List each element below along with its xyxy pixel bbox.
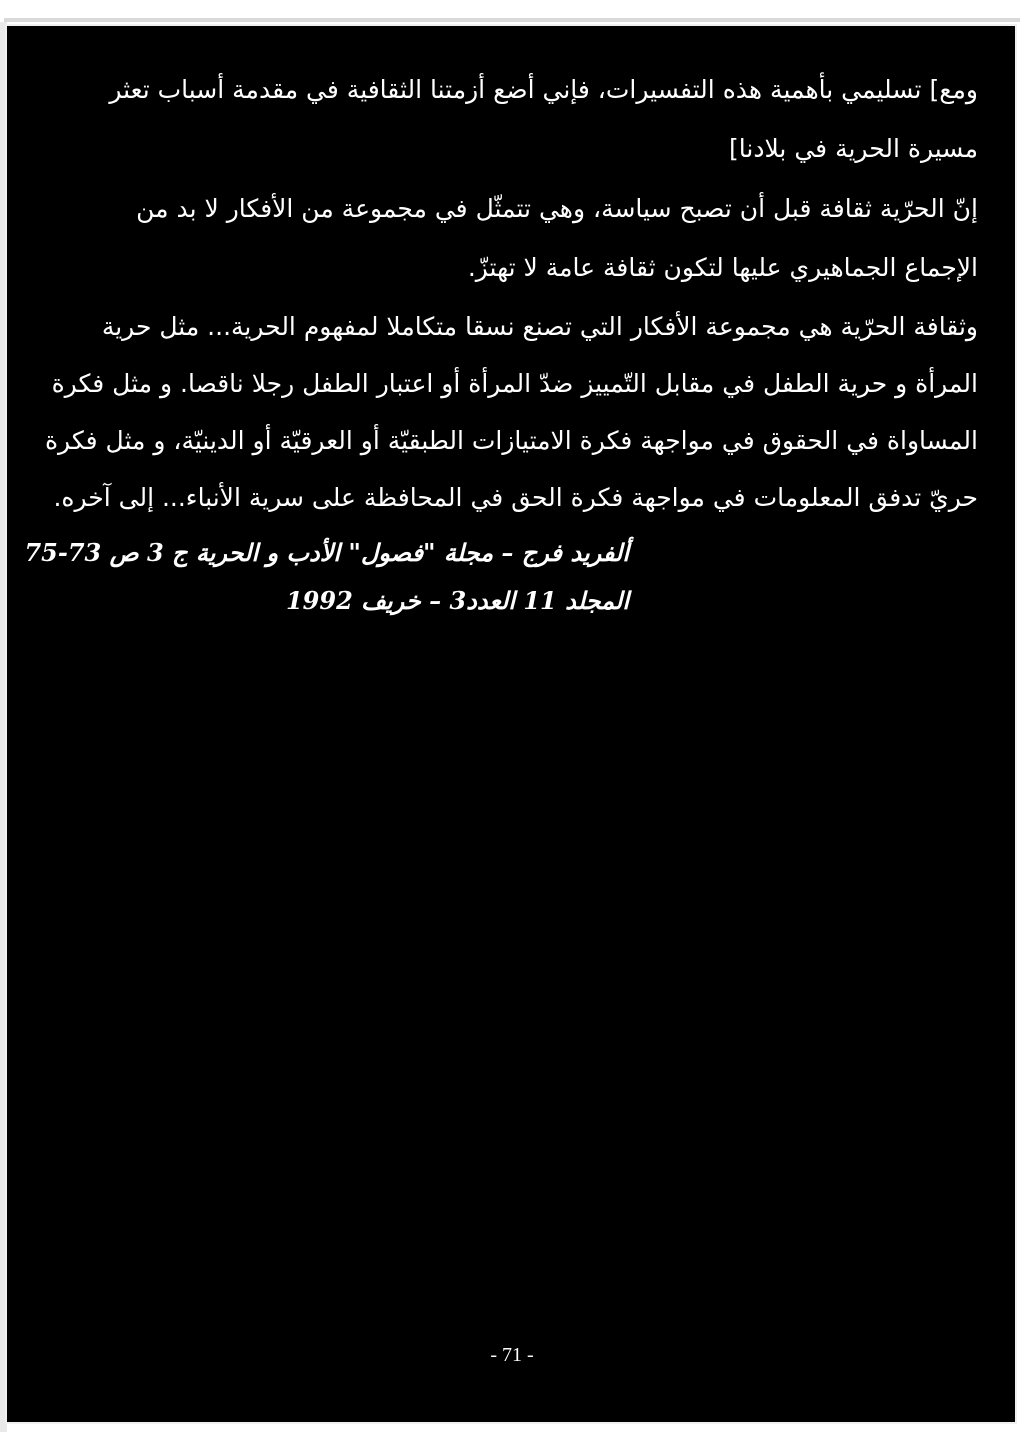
paragraph-2 [48,191,978,285]
paragraph-2-line-1: إنّ الحرّية ثقافة قبل أن تصبح سياسة، وهي تتمثّل في مجموعة من الأفكار لا بد من [136,194,978,223]
paragraph-3-line-2: المرأة و حرية الطفل في مقابل التّمييز ضدّ المرأة أو اعتبار الطفل رجلا ناقصا. و مثل فكرة [51,369,978,398]
paragraph-3-line-1: وثقافة الحرّية هي مجموعة الأفكار التي تصنع نسقا متكاملا لمفهوم الحرية... مثل حرية [101,312,978,341]
paragraph-1-line-1: ومع] تسليمي بأهمية هذه التفسيرات، فإني أضع أزمتنا الثقافية في مقدمة أسباب تعثر [109,75,978,104]
paragraph-1-line-2: مسيرة الحرية في بلادنا] [729,134,978,163]
paragraph-3-line-3: المساواة في الحقوق في مواجهة فكرة الامتيازات الطبقيّة أو العرقيّة أو الدينيّة، و مثل فكرة [44,426,978,455]
paragraph-1 [48,72,978,166]
paragraph-3-line-4: حريّ تدفق المعلومات في مواجهة فكرة الحق في المحافظة على سرية الأنباء... إلى آخره. [53,483,978,512]
page-number: - 71 - [490,1344,534,1366]
reference-citation: ألفريد فرج – مجلة "فصول" الأدب و الحرية ج 3 ص 73-75 [24,538,629,567]
reference-volume: المجلد 11 العدد3 – خريف 1992 [285,586,629,615]
paragraph-3 [44,309,978,537]
top-rule [4,18,1020,22]
paragraph-2-line-2: الإجماع الجماهيري عليها لتكون ثقافة عامة لا تهتزّ. [467,253,978,282]
